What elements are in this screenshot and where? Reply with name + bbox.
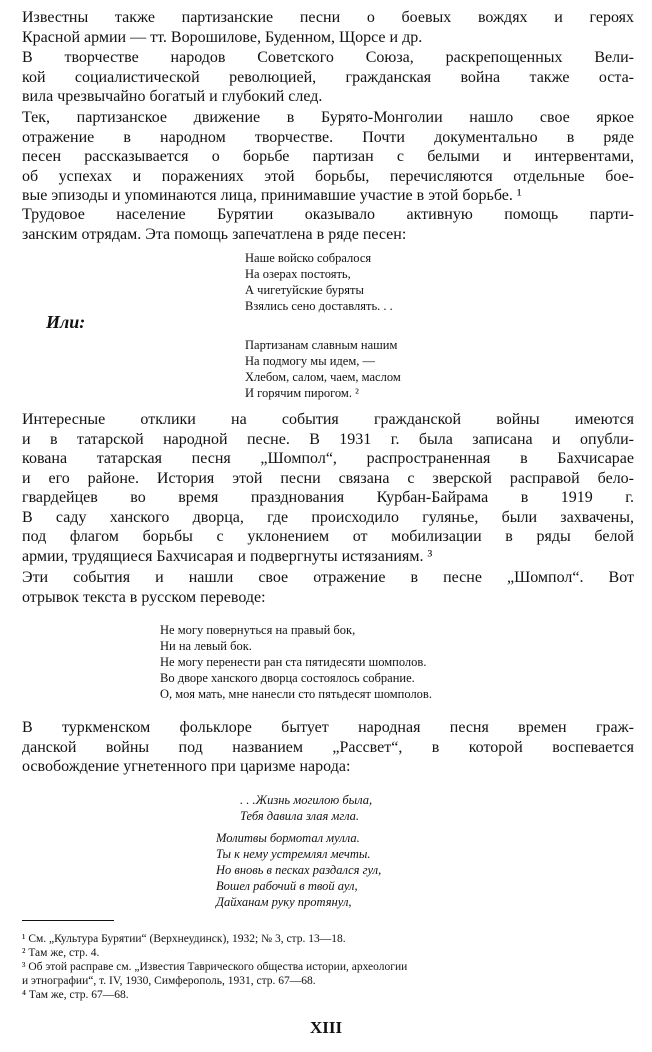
paragraph-buryat-mongolia	[22, 108, 634, 206]
text-line: отрывок текста в русском переводе:	[22, 588, 266, 606]
paragraph-partisan-songs	[22, 8, 634, 47]
text-line: Известны также партизанские песни о боевых вождях и героях	[22, 9, 634, 26]
verse-partisans-help	[245, 337, 401, 401]
text-line: и в татарской народной песне. В 1931 г. была записана и опубли-	[22, 430, 634, 448]
verse-line: Хлебом, салом, чаем, маслом	[245, 370, 401, 384]
text-line: под флагом борьбы с уклонением от мобилизации в ряды белой	[22, 528, 634, 545]
text-line: освобождение угнетенного при царизме народа:	[22, 758, 351, 775]
text-line: армии, трудящиеся Бахчисарая и подвергнуты истязаниям. ³	[22, 547, 433, 565]
text-line: В саду ханского дворца, где происходило гулянье, были захвачены,	[22, 508, 634, 526]
footnote-divider	[22, 920, 114, 921]
verse-line: . . .Жизнь могилою была,	[240, 793, 373, 807]
verse-line: О, моя мать, мне нанесли сто пятьдесят шомполов.	[160, 687, 432, 701]
text-line: кована татарская песня „Шомпол“, распространенная в Бахчисарае	[22, 450, 634, 467]
paragraph-shompol	[22, 568, 634, 607]
text-line: Интересные отклики на события гражданской войны имеются	[22, 411, 634, 428]
paragraph-soviet-peoples	[22, 48, 634, 107]
text-line: В творчестве народов Советского Союза, раскрепощенных Вели-	[22, 49, 634, 66]
verse-line: И горячим пирогом. ²	[245, 386, 359, 400]
text-line: и его районе. История этой песни связана с зверской расправой бело-	[22, 469, 634, 487]
footnote-3: ³ Об этой расправе см. „Известия Таврического общества истории, археологии	[22, 961, 408, 973]
footnote-3-continued: и этнографии“, т. IV, 1930, Симферополь, 1931, стр. 67—68.	[22, 975, 316, 987]
text-line: Красной армии — тт. Ворошилове, Буденном, Щорсе и др.	[22, 28, 423, 46]
verse-line: Вошел рабочий в твой аул,	[216, 879, 358, 893]
text-line: вые эпизоды и упоминаются лица, принимавшие участие в этой борьбе. ¹	[22, 187, 522, 204]
footnote-1: ¹ См. „Культура Бурятии“ (Верхнеудинск), 1932; № 3, стр. 13—18.	[22, 933, 346, 945]
verse-shompol	[160, 622, 432, 702]
verse-line: На подмогу мы идем, —	[245, 354, 375, 368]
verse-line: Наше войско собралося	[245, 251, 372, 265]
verse-line: Тебя давила злая мгла.	[240, 809, 360, 823]
text-line: В туркменском фольклоре бытует народная песня времен граж-	[22, 719, 634, 736]
verse-line: Не могу перенести ран ста пятидесяти шомполов.	[160, 655, 427, 669]
paragraph-tatar-song	[22, 410, 634, 566]
text-line: вила чрезвычайно богатый и глубокий след.	[22, 88, 323, 105]
text-line: Тек, партизанское движение в Бурято-Монголии нашло свое яркое	[22, 109, 634, 126]
verse-line: Молитвы бормотал мулла.	[216, 831, 360, 845]
footnote-4: ⁴ Там же, стр. 67—68.	[22, 989, 129, 1001]
paragraph-turkmen-folklore	[22, 718, 634, 777]
verse-rassvet-opening	[240, 792, 372, 824]
text-line: занским отрядам. Эта помощь запечатлена в ряде песен:	[22, 225, 407, 243]
footnote-2: ² Там же, стр. 4.	[22, 947, 100, 959]
verse-line: Ты к нему устремлял мечты.	[216, 847, 371, 861]
verse-line: Взялись сено доставлять. . .	[245, 299, 393, 313]
paragraph-labor-population	[22, 205, 634, 244]
text-line: данской войны под названием „Рассвет“, в которой воспевается	[22, 738, 634, 756]
verse-line: Не могу повернуться на правый бок,	[160, 623, 356, 637]
footnotes	[22, 932, 634, 1002]
text-line: гвардейцев во время празднования Курбан-Байрама в 1919 г.	[22, 489, 634, 506]
verse-line: Ни на левый бок.	[160, 639, 252, 653]
text-line: Эти события и нашли свое отражение в песне „Шомпол“. Вот	[22, 569, 634, 586]
verse-line: Партизанам славным нашим	[245, 338, 398, 352]
verse-line: Во дворе ханского дворца состоялось собрание.	[160, 671, 415, 685]
ili-heading: Или:	[46, 312, 86, 332]
verse-line: На озерах постоять,	[245, 267, 351, 281]
text-line: песен рассказывается о борьбе партизан с белыми и интервентами,	[22, 148, 634, 165]
text-line: кой социалистической революцией, гражданская война также оста-	[22, 68, 634, 86]
page-number: XIII	[309, 1018, 343, 1037]
verse-line: Дайханам руку протянул,	[216, 895, 352, 909]
verse-line: Но вновь в песках раздался гул,	[216, 863, 382, 877]
verse-buryat-army	[245, 250, 393, 314]
verse-rassvet-main	[216, 830, 381, 910]
text-line: об успехах и поражениях этой борьбы, перечисляются отдельные бое-	[22, 167, 634, 185]
text-line: Трудовое население Бурятии оказывало активную помощь парти-	[22, 206, 634, 223]
text-line: отражение в народном творчестве. Почти документально в ряде	[22, 128, 634, 146]
verse-line: А чигетуйские буряты	[245, 283, 364, 297]
